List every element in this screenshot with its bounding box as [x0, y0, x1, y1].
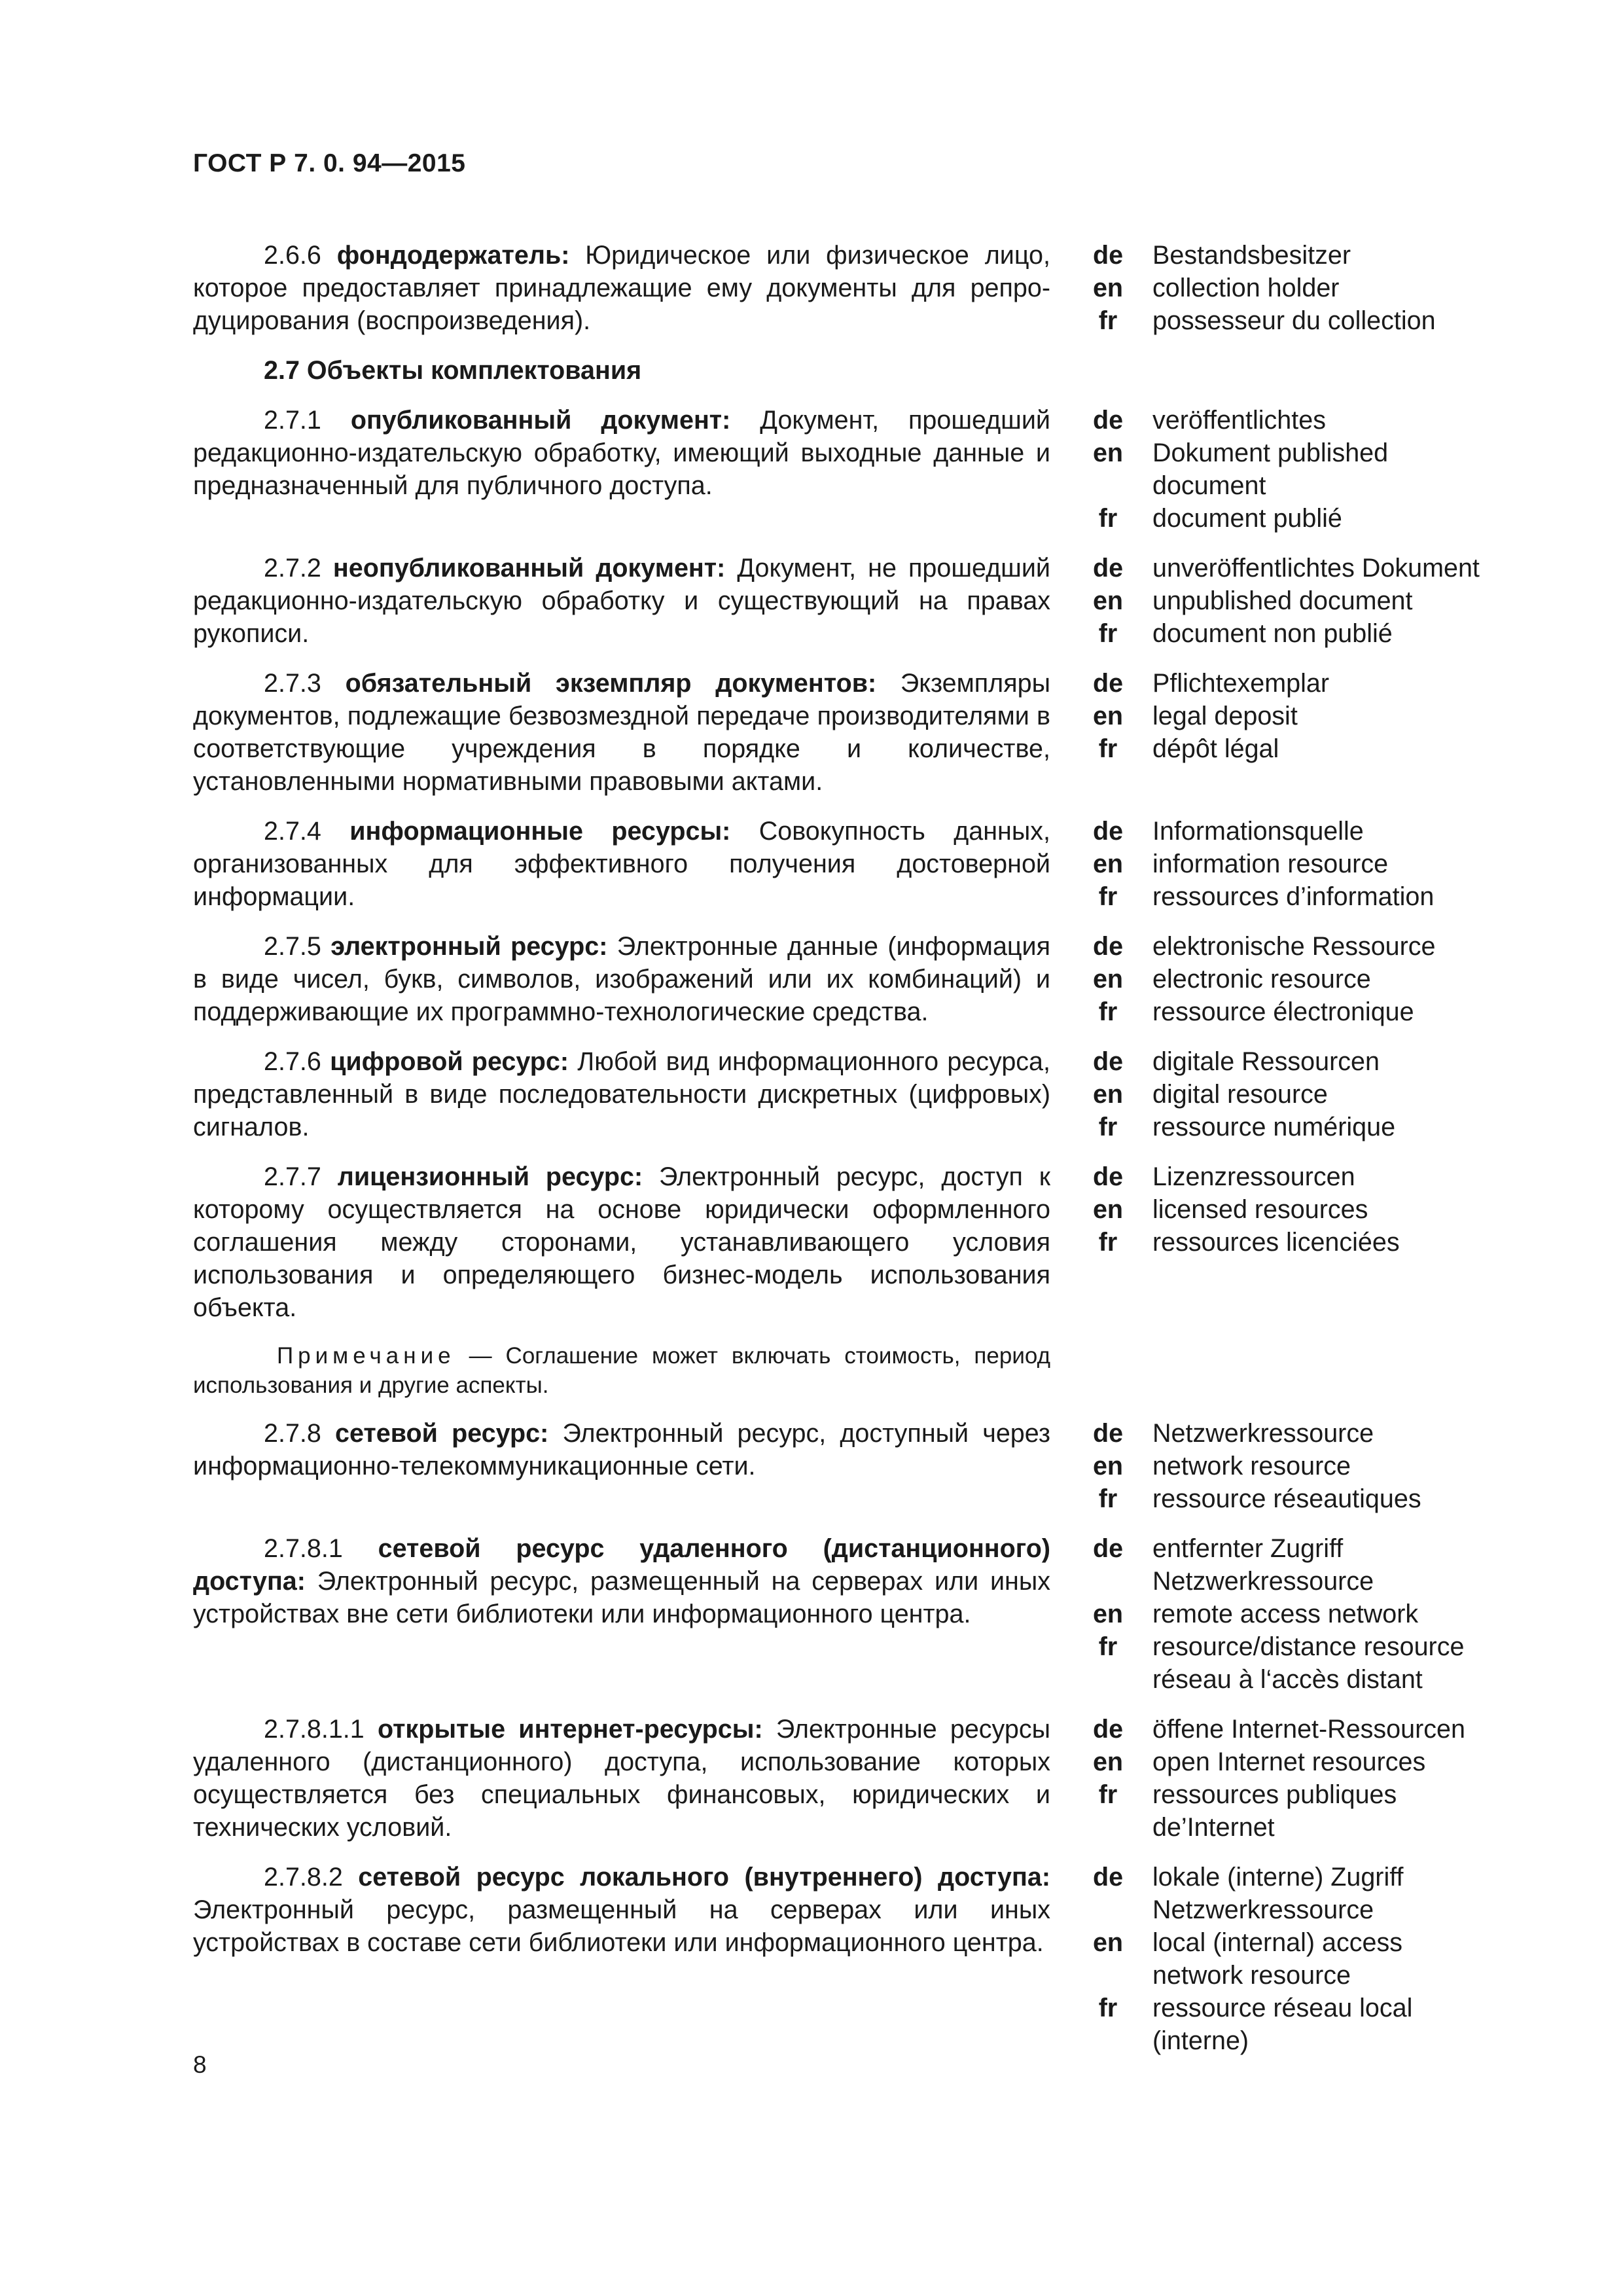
term-definition: [193, 1045, 1050, 1143]
language-code: en: [1092, 1080, 1124, 1109]
term-definition-text: Совокупность данных, организованных для эффективного получения достоверной информации.: [193, 817, 1050, 911]
term-entry: [193, 1417, 1522, 1515]
term-number: 2.7.7: [264, 1162, 321, 1191]
translation-line: document publié: [1152, 504, 1342, 533]
term-name: открытые интернет-ресурсы:: [377, 1715, 763, 1744]
term-definition-text: Электронные данные (информация в виде чисел, букв, символов, изображений или их комбинаций) и поддерживающие их программно-технологические средства.: [193, 932, 1050, 1026]
translation-line: ressources publiques: [1152, 1780, 1397, 1809]
language-code: de: [1092, 932, 1124, 961]
translation-line: Lizenzressourcen: [1152, 1162, 1355, 1191]
language-code: en: [1092, 1600, 1124, 1628]
language-code: en: [1092, 1928, 1124, 1957]
language-code: [1082, 2024, 1134, 2057]
translation-line: Informationsquelle: [1152, 817, 1364, 846]
terms-list: [193, 239, 1522, 2057]
translations: [1134, 1417, 1522, 1515]
term-number: 2.7.6: [264, 1047, 321, 1076]
translation-line: document: [1152, 471, 1266, 500]
language-code: [1082, 1663, 1134, 1696]
term-definition: [193, 239, 1050, 337]
translation-line: ressources d’information: [1152, 882, 1435, 911]
term-definition: [193, 552, 1050, 650]
language-code: [1082, 1811, 1134, 1844]
term-definition-text: Электронный ресурс, размещенный на серверах или иных устройствах вне сети библиотеки или информационного центра.: [193, 1567, 1050, 1628]
term-number: 2.7.3: [264, 669, 321, 698]
language-code: fr: [1098, 997, 1118, 1026]
term-name: сетевой ресурс:: [335, 1419, 549, 1448]
translation-line: collection holder: [1152, 274, 1340, 302]
translation-line: unpublished document: [1152, 586, 1413, 615]
translation-line: network resource: [1152, 1452, 1351, 1480]
language-code: [1082, 1959, 1134, 1992]
translations: [1134, 667, 1522, 798]
term-name: сетевой ресурс удаленного (дистанционного) доступа:: [193, 1534, 1050, 1596]
translations: [1134, 1861, 1522, 2057]
translation-line: veröffentlichtes: [1152, 406, 1326, 435]
language-codes: [1082, 1417, 1134, 1515]
language-code: fr: [1098, 734, 1118, 763]
translation-line: remote access network: [1152, 1600, 1419, 1628]
language-code: fr: [1098, 306, 1118, 335]
translation-line: Netzwerkressource: [1152, 1567, 1374, 1596]
language-code: fr: [1098, 1632, 1118, 1661]
term-definition: [193, 1160, 1050, 1324]
language-code: [1082, 469, 1134, 502]
term-entry: [193, 1532, 1522, 1696]
term-name: лицензионный ресурс:: [337, 1162, 643, 1191]
term-name: сетевой ресурс локального (внутреннего) доступа:: [358, 1863, 1050, 1892]
term-number: 2.7.2: [264, 554, 321, 583]
translation-line: digital resource: [1152, 1080, 1328, 1109]
language-code: fr: [1098, 504, 1118, 533]
term-definition-text: Любой вид информационного ресурса, представленный в виде последовательности дискретных (цифровых) сигналов.: [193, 1047, 1050, 1141]
language-code: de: [1092, 1419, 1124, 1448]
language-code: [1082, 1565, 1134, 1598]
translations: [1134, 1045, 1522, 1143]
language-codes: [1082, 1713, 1134, 1844]
translation-line: dépôt légal: [1152, 734, 1279, 763]
translation-line: possesseur du collection: [1152, 306, 1436, 335]
language-code: en: [1092, 1748, 1124, 1776]
term-number: 2.7.4: [264, 817, 321, 846]
term-definition-text: Экземпляры документов, подлежащие безвозмездной передаче производителями в соответствующие учреждения в порядке и количестве, установленными нормативными правовыми актами.: [193, 669, 1050, 796]
translation-line: network resource: [1152, 1961, 1351, 1990]
note: [193, 1341, 1050, 1400]
term-entry: [193, 1861, 1522, 2057]
language-code: de: [1092, 817, 1124, 846]
translation-line: Bestandsbesitzer: [1152, 241, 1351, 270]
term-definition: [193, 667, 1050, 798]
translation-line: elektronische Ressource: [1152, 932, 1436, 961]
language-code: de: [1092, 1863, 1124, 1892]
translation-line: electronic resource: [1152, 965, 1371, 994]
term-definition-text: Документ, не прошедший редакционно-издательскую обработку и существующий на правах рукописи.: [193, 554, 1050, 648]
term-entry: [193, 1713, 1522, 1844]
translation-line: öffene Internet-Ressourcen: [1152, 1715, 1465, 1744]
term-number: 2.7.5: [264, 932, 321, 961]
language-code: de: [1092, 669, 1124, 698]
term-entry: [193, 667, 1522, 798]
translation-line: Pflichtexemplar: [1152, 669, 1330, 698]
translation-line: local (internal) access: [1152, 1928, 1402, 1957]
translation-line: ressources licenciées: [1152, 1228, 1400, 1257]
translation-line: lokale (interne) Zugriff: [1152, 1863, 1404, 1892]
language-code: de: [1092, 406, 1124, 435]
term-name: цифровой ресурс:: [330, 1047, 569, 1076]
language-code: fr: [1098, 1113, 1118, 1141]
translation-line: (interne): [1152, 2026, 1249, 2055]
translation-line: Dokument published: [1152, 439, 1389, 467]
language-code: fr: [1098, 1484, 1118, 1513]
language-code: de: [1092, 1047, 1124, 1076]
translations: [1134, 404, 1522, 535]
term-name: обязательный экземпляр документов:: [345, 669, 877, 698]
translation-line: information resource: [1152, 850, 1389, 878]
term-definition: [193, 1417, 1050, 1515]
term-name: опубликованный документ:: [350, 406, 731, 435]
language-code: fr: [1098, 1994, 1118, 2022]
note-text: — Соглашение может включать стоимость, период использования и другие аспекты.: [193, 1343, 1050, 1398]
language-codes: [1082, 404, 1134, 535]
term-name: информационные ресурсы:: [349, 817, 731, 846]
term-name: фондодержатель:: [336, 241, 570, 270]
language-code: fr: [1098, 619, 1118, 648]
term-definition-text: Юридическое или физическое лицо, которое предоставляет принадлежащие ему документы для репро-дуцирования (воспроизведения).: [193, 241, 1050, 335]
term-entry: [193, 404, 1522, 535]
translations: [1134, 1532, 1522, 1696]
term-entry: [193, 1160, 1522, 1324]
page-number: 8: [193, 2051, 207, 2078]
term-number: 2.7.8: [264, 1419, 321, 1448]
language-code: fr: [1098, 1228, 1118, 1257]
term-definition: [193, 1861, 1050, 2057]
translation-line: entfernter Zugriff: [1152, 1534, 1344, 1563]
term-definition-text: Электронный ресурс, доступный через информационно-телекоммуникационные сети.: [193, 1419, 1050, 1480]
language-code: en: [1092, 1452, 1124, 1480]
language-code: en: [1092, 274, 1124, 302]
translations: [1134, 815, 1522, 913]
language-codes: [1082, 239, 1134, 337]
term-entry: [193, 815, 1522, 913]
term-number: 2.7.1: [264, 406, 321, 435]
term-definition: [193, 815, 1050, 913]
term-definition: [193, 1532, 1050, 1696]
term-number: 2.7.8.2: [264, 1863, 343, 1892]
translations: [1134, 239, 1522, 337]
translations: [1134, 1713, 1522, 1844]
language-code: fr: [1098, 1780, 1118, 1809]
language-code: [1082, 1893, 1134, 1926]
translations: [1134, 1160, 1522, 1324]
translation-line: Netzwerkressource: [1152, 1419, 1374, 1448]
language-codes: [1082, 815, 1134, 913]
term-definition-text: Документ, прошедший редакционно-издательскую обработку, имеющий выходные данные и предназначенный для публичного доступа.: [193, 406, 1050, 500]
term-number: 2.6.6: [264, 241, 321, 270]
term-entry: [193, 552, 1522, 650]
term-entry: [193, 1045, 1522, 1143]
term-number: 2.7.8.1.1: [264, 1715, 365, 1744]
translation-line: ressource réseautiques: [1152, 1484, 1421, 1513]
language-code: en: [1092, 965, 1124, 994]
note-label: Примечание: [277, 1343, 455, 1369]
term-entry: [193, 239, 1522, 337]
language-code: de: [1092, 554, 1124, 583]
language-codes: [1082, 667, 1134, 798]
term-definition-text: Электронные ресурсы удаленного (дистанционного) доступа, использование которых осуществляется без специальных финансовых, юридических и технических условий.: [193, 1715, 1050, 1842]
term-definition: [193, 1713, 1050, 1844]
language-code: en: [1092, 439, 1124, 467]
language-code: de: [1092, 1534, 1124, 1563]
term-definition-text: Электронный ресурс, доступ к которому осуществляется на основе юридически оформленного соглашения между сторонами, устанавливающего условия использования и определяющего бизнес-модель использования объекта.: [193, 1162, 1051, 1322]
translations: [1134, 552, 1522, 650]
translation-line: open Internet resources: [1152, 1748, 1426, 1776]
language-code: en: [1092, 850, 1124, 878]
term-definition-text: Электронный ресурс, размещенный на серверах или иных устройствах в составе сети библиотеки или информационного центра.: [193, 1895, 1050, 1957]
term-name: электронный ресурс:: [330, 932, 608, 961]
translation-line: ressource numérique: [1152, 1113, 1396, 1141]
translation-line: réseau à l‘accès distant: [1152, 1665, 1423, 1694]
section-title: 2.7 Объекты комплектования: [264, 356, 642, 385]
term-number: 2.7.8.1: [264, 1534, 343, 1563]
translation-line: digitale Ressourcen: [1152, 1047, 1380, 1076]
translation-line: licensed resources: [1152, 1195, 1368, 1224]
language-code: en: [1092, 586, 1124, 615]
translation-line: unveröffentlichtes Dokument: [1152, 554, 1480, 583]
translation-line: ressource électronique: [1152, 997, 1414, 1026]
term-name: неопубликованный документ:: [332, 554, 726, 583]
language-code: de: [1092, 1715, 1124, 1744]
translation-line: Netzwerkressource: [1152, 1895, 1374, 1924]
translations: [1134, 930, 1522, 1028]
translation-line: legal deposit: [1152, 702, 1298, 730]
term-definition: [193, 404, 1050, 535]
translation-line: document non publié: [1152, 619, 1393, 648]
language-code: de: [1092, 241, 1124, 270]
language-codes: [1082, 1861, 1134, 2057]
language-codes: [1082, 930, 1134, 1028]
language-code: de: [1092, 1162, 1124, 1191]
language-code: en: [1092, 702, 1124, 730]
language-codes: [1082, 1160, 1134, 1324]
translation-line: ressource réseau local: [1152, 1994, 1413, 2022]
language-codes: [1082, 552, 1134, 650]
term-entry: [193, 930, 1522, 1028]
translation-line: resource/distance resource: [1152, 1632, 1465, 1661]
document-header: ГОСТ Р 7. 0. 94—2015: [193, 149, 466, 177]
language-codes: [1082, 1045, 1134, 1143]
language-code: fr: [1098, 882, 1118, 911]
language-codes: [1082, 1532, 1134, 1696]
translation-line: de’Internet: [1152, 1813, 1275, 1842]
language-code: en: [1092, 1195, 1124, 1224]
term-definition: [193, 930, 1050, 1028]
